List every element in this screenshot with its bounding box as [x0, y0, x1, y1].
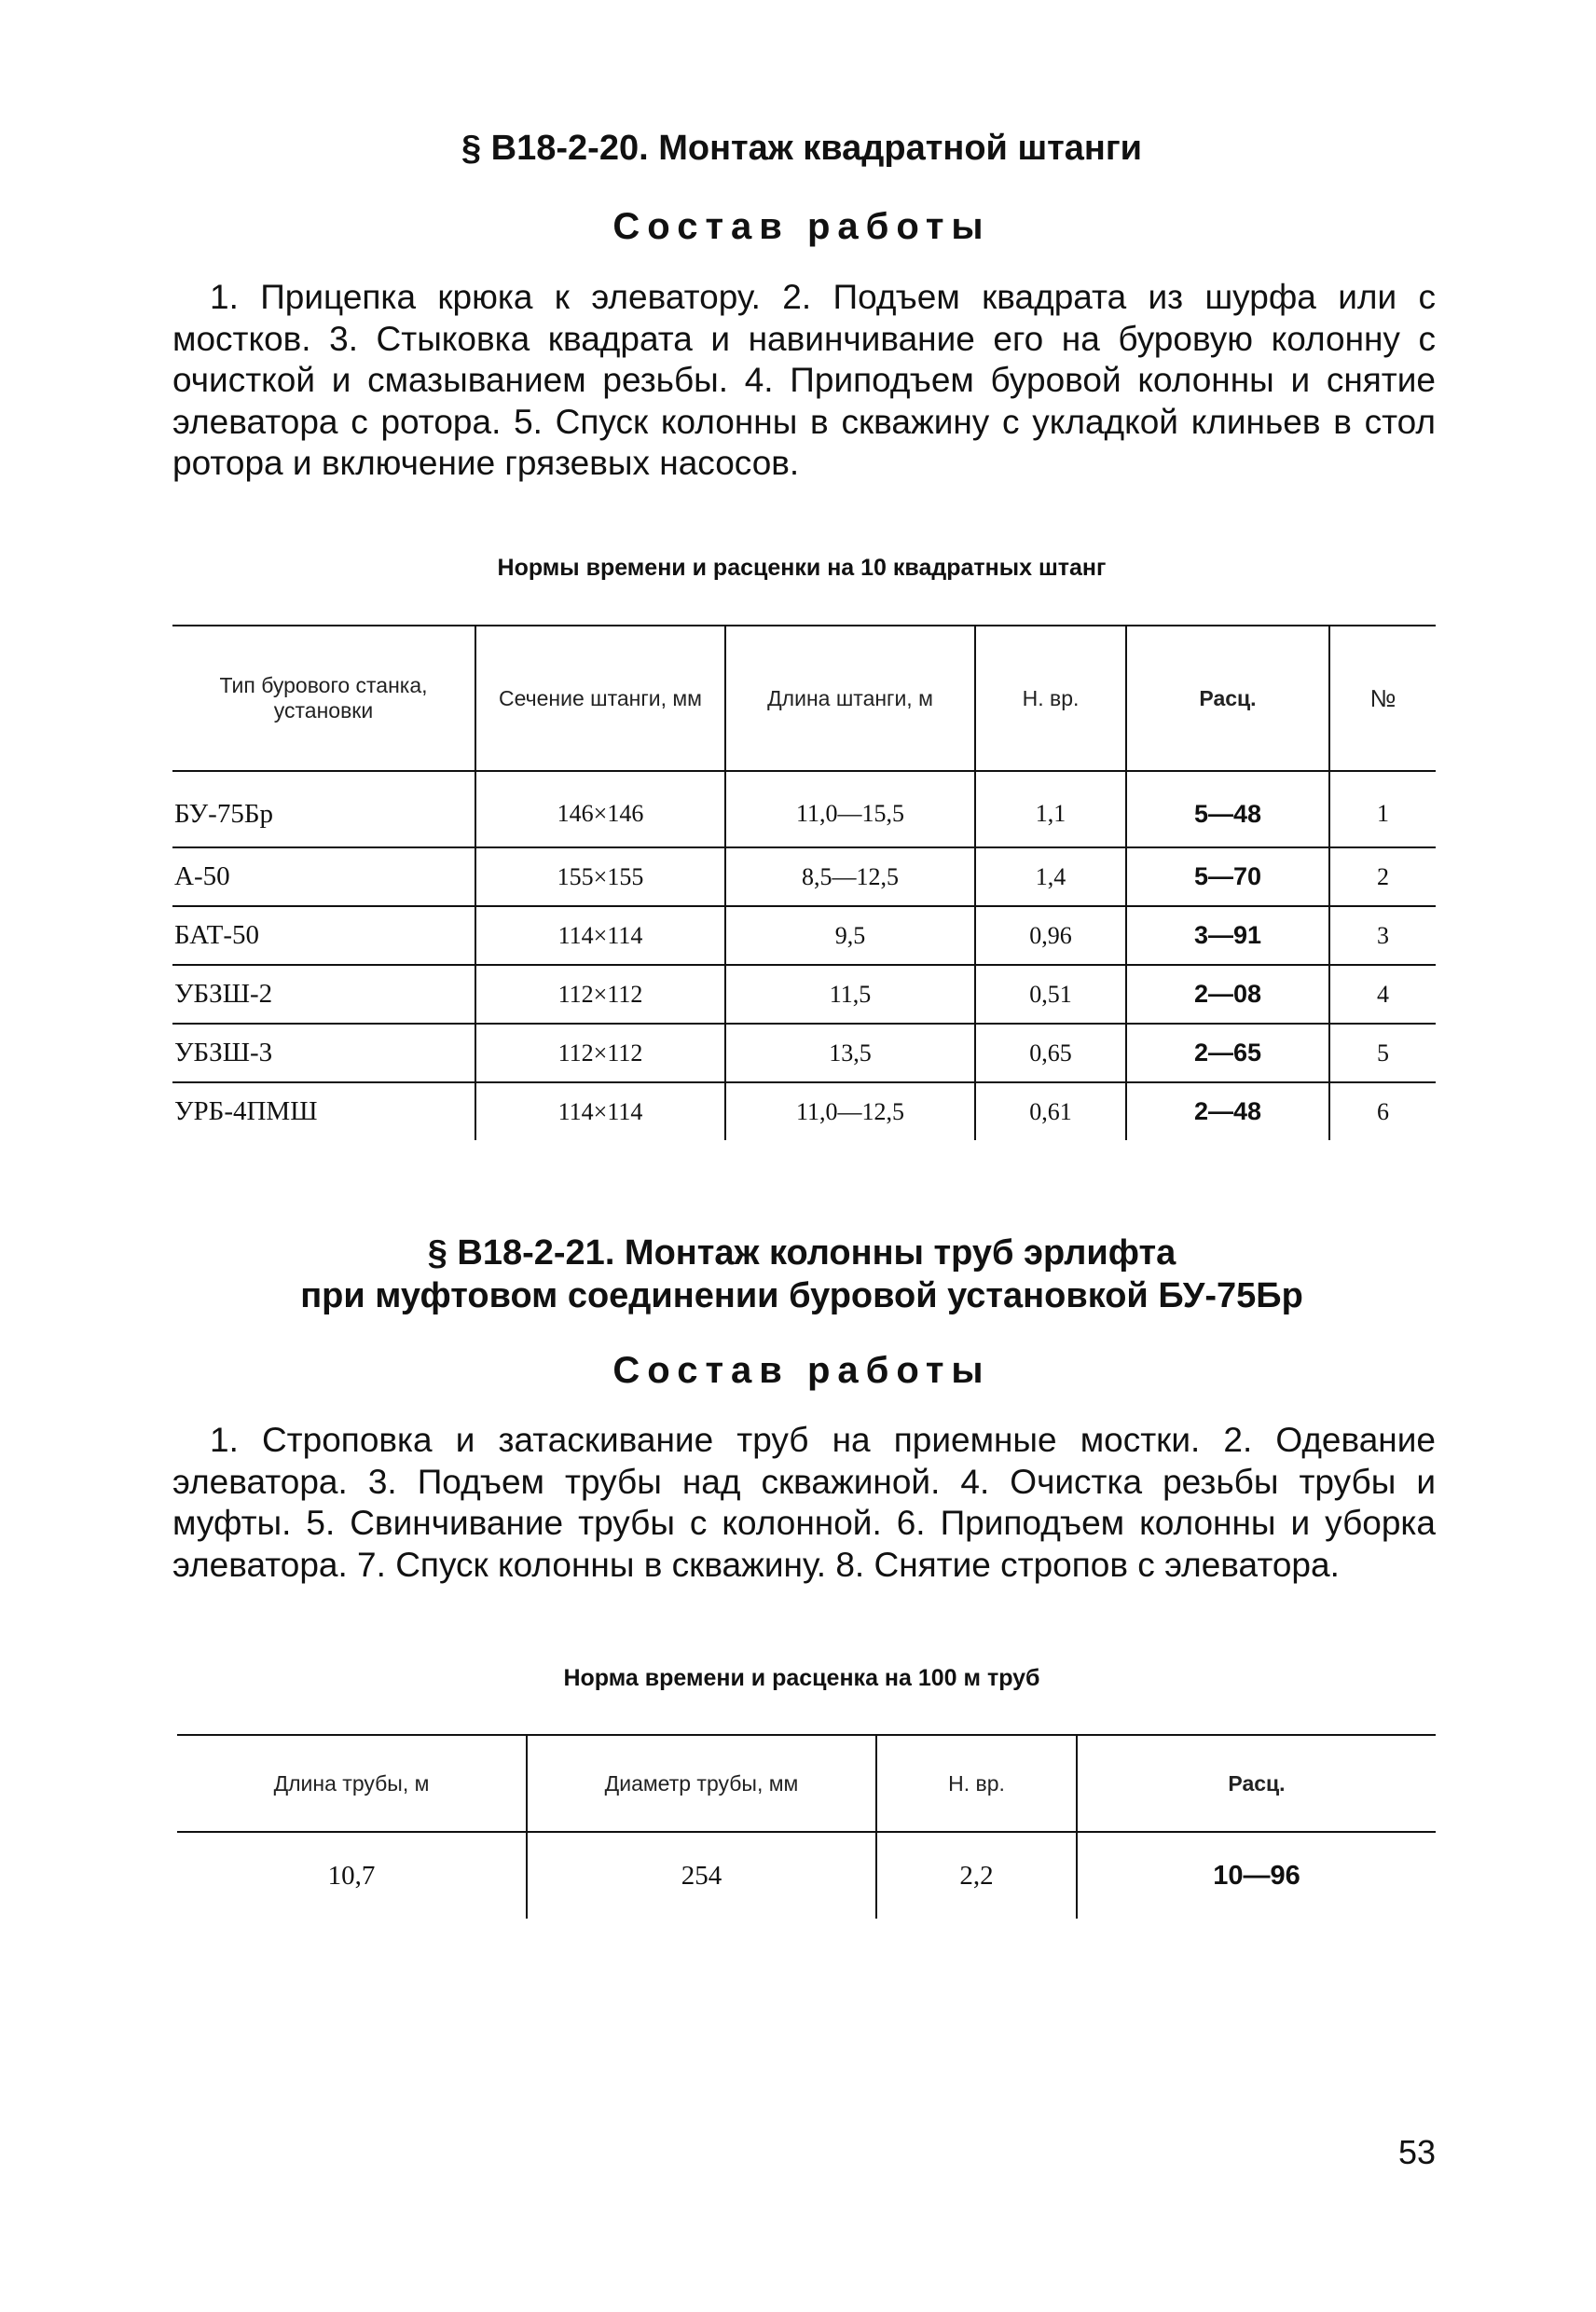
cell-rate: 10—96 [1077, 1832, 1436, 1919]
header-rate: Расц. [1077, 1735, 1436, 1832]
header-number: № [1329, 626, 1436, 771]
cell-rod-length: 11,0—15,5 [725, 771, 975, 847]
section-subtitle-2: Состав работы [612, 1350, 991, 1391]
cell-machine-type: БАТ-50 [172, 906, 475, 965]
page-number: 53 [1397, 2133, 1436, 2171]
header-time-norm: Н. вр. [876, 1735, 1077, 1832]
cell-time-norm: 0,65 [975, 1024, 1126, 1082]
cell-machine-type: БУ-75Бр [172, 771, 475, 847]
table-row [172, 965, 1436, 1024]
cell-rod-section: 112×112 [475, 965, 725, 1024]
table-header-row [172, 626, 1436, 771]
table-row [177, 1832, 1436, 1919]
cell-rod-section: 114×114 [475, 1082, 725, 1140]
cell-number: 3 [1329, 906, 1436, 965]
table-row [172, 1082, 1436, 1140]
cell-machine-type: УБЗШ-3 [172, 1024, 475, 1082]
cell-rate: 5—70 [1126, 847, 1329, 906]
cell-pipe-diameter: 254 [527, 1832, 876, 1919]
cell-rod-section: 155×155 [475, 847, 725, 906]
work-description-1: 1. Прицепка крюка к элеватору. 2. Подъем квадрата из шурфа или с мостков. 3. Стыковка квадрата и навинчивание его на буровую колонну с очисткой и смазыванием резьбы. 4. Приподъем буровой колонны и снятие элеватора с ротора. 5. Спуск колонны в скважину с укладкой клиньев в стол ротора и включение грязевых насосов. [172, 278, 1436, 482]
cell-rate: 2—48 [1126, 1082, 1329, 1140]
cell-number: 6 [1329, 1082, 1436, 1140]
section-title-line-2: при муфтовом соединении буровой установкой БУ-75Бр [300, 1276, 1303, 1315]
table-row [172, 906, 1436, 965]
cell-rod-length: 8,5—12,5 [725, 847, 975, 906]
cell-time-norm: 0,61 [975, 1082, 1126, 1140]
header-machine-type: Тип бурового станка, установки [172, 626, 475, 771]
cell-pipe-length: 10,7 [177, 1832, 527, 1919]
cell-machine-type: УРБ-4ПМШ [172, 1082, 475, 1140]
table-row [172, 771, 1436, 847]
cell-time-norm: 0,51 [975, 965, 1126, 1024]
cell-machine-type: А-50 [172, 847, 475, 906]
section-title-b18-2-20: § В18-2-20. Монтаж квадратной штанги [461, 129, 1142, 168]
cell-rate: 3—91 [1126, 906, 1329, 965]
table-row [172, 1024, 1436, 1082]
section-title-b18-2-21 [168, 1232, 1436, 1317]
cell-rod-section: 112×112 [475, 1024, 725, 1082]
section-title-line-1: § В18-2-21. Монтаж колонны труб эрлифта [427, 1233, 1176, 1273]
work-description-2: 1. Строповка и затаскивание труб на приемные мостки. 2. Одевание элеватора. 3. Подъем трубы над скважиной. 4. Очистка резьбы трубы и муфты. 5. Свинчивание трубы с колонной. 6. Приподъем колонны и уборка элеватора. 7. Спуск колонны в скважину. 8. Снятие стропов с элеватора. [172, 1421, 1436, 1584]
table-caption-1: Нормы времени и расценки на 10 квадратных штанг [497, 555, 1107, 581]
norms-table-2 [177, 1734, 1436, 1919]
cell-rod-section: 146×146 [475, 771, 725, 847]
cell-number: 2 [1329, 847, 1436, 906]
cell-time-norm: 2,2 [876, 1832, 1077, 1919]
header-rod-section: Сечение штанги, мм [475, 626, 725, 771]
cell-time-norm: 1,4 [975, 847, 1126, 906]
header-rod-length: Длина штанги, м [725, 626, 975, 771]
cell-rate: 5—48 [1126, 771, 1329, 847]
cell-machine-type: УБЗШ-2 [172, 965, 475, 1024]
table-row [172, 847, 1436, 906]
header-rate: Расц. [1126, 626, 1329, 771]
header-pipe-diameter: Диаметр трубы, мм [527, 1735, 876, 1832]
cell-rod-length: 11,5 [725, 965, 975, 1024]
norms-table-1 [172, 625, 1436, 1140]
cell-number: 4 [1329, 965, 1436, 1024]
cell-number: 5 [1329, 1024, 1436, 1082]
cell-rod-section: 114×114 [475, 906, 725, 965]
cell-rod-length: 11,0—12,5 [725, 1082, 975, 1140]
table-header-row [177, 1735, 1436, 1832]
header-time-norm: Н. вр. [975, 626, 1126, 771]
table-caption-2: Норма времени и расценка на 100 м труб [563, 1665, 1040, 1691]
header-pipe-length: Длина трубы, м [177, 1735, 527, 1832]
cell-rod-length: 9,5 [725, 906, 975, 965]
cell-rate: 2—08 [1126, 965, 1329, 1024]
cell-number: 1 [1329, 771, 1436, 847]
cell-rod-length: 13,5 [725, 1024, 975, 1082]
section-subtitle-1: Состав работы [612, 206, 991, 247]
cell-time-norm: 1,1 [975, 771, 1126, 847]
cell-time-norm: 0,96 [975, 906, 1126, 965]
cell-rate: 2—65 [1126, 1024, 1329, 1082]
